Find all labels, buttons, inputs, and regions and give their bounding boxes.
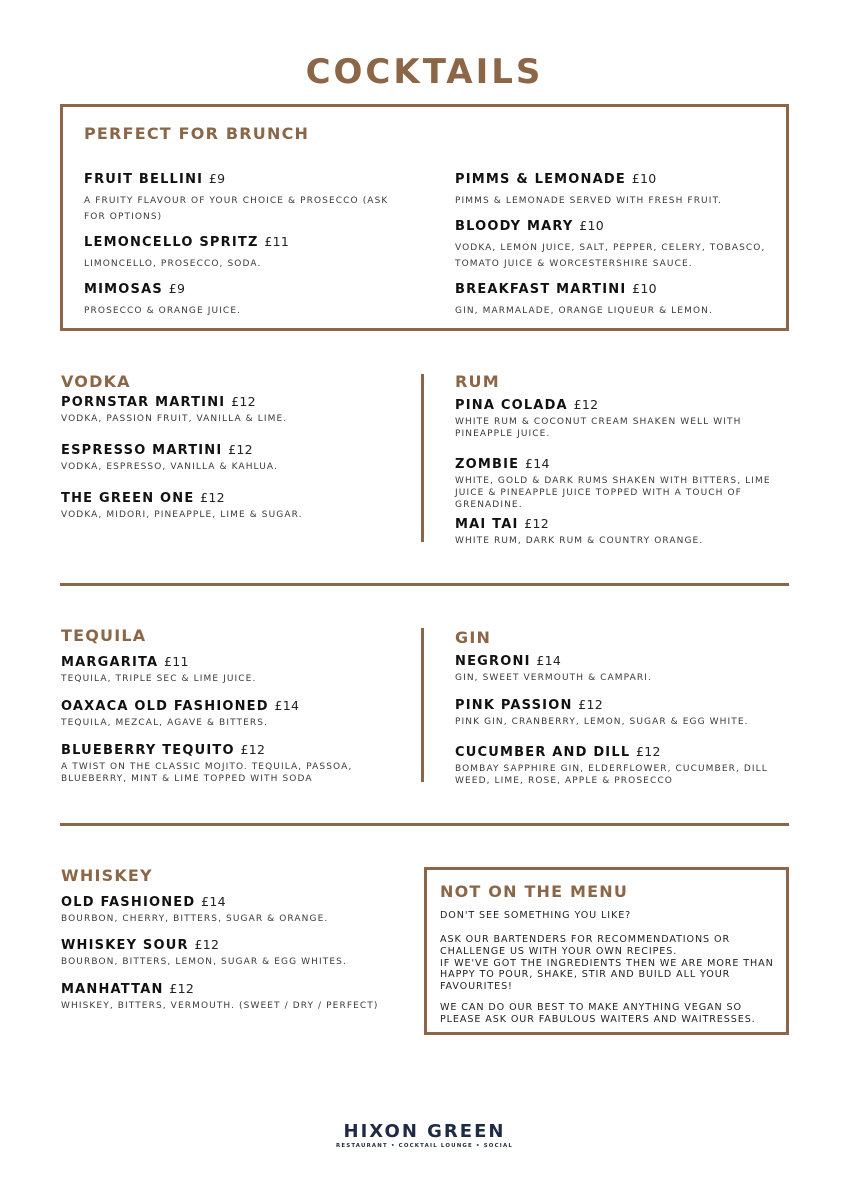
item-name: OLD FASHIONED [61,895,196,910]
item-description: VODKA, ESPRESSO, VANILLA & KAHLUA. [61,462,278,472]
item-name: FRUIT BELLINI [84,172,204,187]
item-description: LIMONCELLO, PROSECCO, SODA. [84,259,262,269]
menu-item [455,397,785,440]
menu-item [61,894,406,925]
item-description: PINK GIN, CRANBERRY, LEMON, SUGAR & EGG WHITE. [455,717,749,727]
rum-heading: RUM [455,372,500,391]
item-description: A TWIST ON THE CLASSIC MOJITO. TEQUILA, PASSOA, BLUEBERRY, MINT & LIME TOPPED WITH SODA [61,762,353,784]
item-name: ZOMBIE [455,457,520,472]
menu-item [61,490,401,521]
item-description: VODKA, MIDORI, PINEAPPLE, LIME & SUGAR. [61,510,303,520]
item-price: £14 [536,653,562,668]
item-price: £11 [264,234,290,249]
item-description: WHISKEY, BITTERS, VERMOUTH. (SWEET / DRY / PERFECT) [61,1001,379,1011]
item-price: £12 [231,394,256,409]
item-price: £9 [168,281,186,296]
section-divider [60,823,789,826]
menu-item [61,742,391,785]
item-name: BLUEBERRY TEQUITO [61,743,235,758]
menu-item [61,981,406,1012]
item-name: WHISKEY SOUR [61,938,189,953]
menu-item [455,281,775,319]
item-name: MIMOSAS [84,282,163,297]
menu-item [455,516,785,547]
item-name: NEGRONI [455,654,531,669]
item-description: VODKA, PASSION FRUIT, VANILLA & LIME. [61,414,288,424]
item-name: MANHATTAN [61,982,164,997]
page-title: COCKTAILS [305,52,544,92]
brunch-heading: PERFECT FOR BRUNCH [84,124,310,143]
item-price: £12 [169,981,195,996]
tequila-heading: TEQUILA [61,626,147,645]
item-price: £9 [208,171,226,186]
item-description: WHITE RUM & COCONUT CREAM SHAKEN WELL WITH PINEAPPLE JUICE. [455,417,742,439]
item-name: PORNSTAR MARTINI [61,395,226,410]
menu-item [455,653,785,684]
item-name: BLOODY MARY [455,219,574,234]
item-price: £10 [631,171,657,186]
section-divider [60,583,789,586]
item-description: BOMBAY SAPPHIRE GIN, ELDERFLOWER, CUCUMBER, DILL WEED, LIME, ROSE, APPLE & PROSECCO [455,764,768,786]
item-price: £12 [194,937,220,952]
item-description: PROSECCO & ORANGE JUICE. [84,306,242,316]
note-paragraph: ASK OUR BARTENDERS FOR RECOMMENDATIONS OR CHALLENGE US WITH YOUR OWN RECIPES. IF WE'VE GOT THE INGREDIENTS THEN WE ARE MORE THAN HAPPY TO POUR, SHAKE, STIR AND BUILD ALL YOUR FAVOURITES! [440,934,774,993]
whiskey-heading: WHISKEY [61,866,153,885]
menu-item [455,744,775,787]
item-price: £14 [274,698,300,713]
item-price: £12 [200,490,225,505]
item-name: PINK PASSION [455,698,573,713]
item-name: BREAKFAST MARTINI [455,282,627,297]
menu-item [84,171,404,225]
note-paragraph: WE CAN DO OUR BEST TO MAKE ANYTHING VEGAN SO PLEASE ASK OUR FABULOUS WAITERS AND WAITRESSES. [440,1002,756,1025]
brand-name: HIXON GREEN [343,1121,506,1142]
item-name: PINA COLADA [455,398,568,413]
item-description: VODKA, LEMON JUICE, SALT, PEPPER, CELERY, TOBASCO, TOMATO JUICE & WORCESTERSHIRE SAUCE. [455,243,766,269]
item-price: £12 [524,516,550,531]
item-description: GIN, SWEET VERMOUTH & CAMPARI. [455,673,652,683]
item-name: PIMMS & LEMONADE [455,172,626,187]
item-name: CUCUMBER AND DILL [455,745,631,760]
menu-item [455,697,785,728]
item-name: ESPRESSO MARTINI [61,443,223,458]
item-name: MAI TAI [455,517,519,532]
menu-item [61,394,401,425]
item-description: WHITE RUM, DARK RUM & COUNTRY ORANGE. [455,536,704,546]
menu-item [84,234,404,272]
item-description: TEQUILA, TRIPLE SEC & LIME JUICE. [61,674,257,684]
item-description: GIN, MARMALADE, ORANGE LIQUEUR & LEMON. [455,306,713,316]
menu-item [61,654,401,685]
menu-item [84,281,404,319]
menu-item [455,456,795,511]
item-description: TEQUILA, MEZCAL, AGAVE & BITTERS. [61,718,269,728]
column-divider [421,628,424,782]
item-name: LEMONCELLO SPRITZ [84,235,259,250]
menu-item [61,698,401,729]
item-price: £14 [524,456,550,471]
column-divider [421,374,424,542]
brand-logo [0,1122,849,1149]
item-description: PIMMS & LEMONADE SERVED WITH FRESH FRUIT. [455,196,722,206]
menu-item [455,218,775,272]
note-paragraph: DON'T SEE SOMETHING YOU LIKE? [440,910,632,921]
item-price: £10 [632,281,657,296]
item-name: THE GREEN ONE [61,491,195,506]
menu-item [61,442,401,473]
vodka-heading: VODKA [61,372,131,391]
item-price: £12 [578,697,604,712]
item-description: A FRUITY FLAVOUR OF YOUR CHOICE & PROSECCO (ASK FOR OPTIONS) [84,196,389,222]
item-description: BOURBON, CHERRY, BITTERS, SUGAR & ORANGE. [61,914,329,924]
item-price: £11 [164,654,189,669]
item-price: £14 [201,894,226,909]
not-on-menu-heading: NOT ON THE MENU [440,882,629,901]
item-name: OAXACA OLD FASHIONED [61,699,269,714]
item-price: £10 [579,218,605,233]
item-name: MARGARITA [61,655,159,670]
item-description: WHITE, GOLD & DARK RUMS SHAKEN WITH BITTERS, LIME JUICE & PINEAPPLE JUICE TOPPED WITH A TOUCH OF GRENADINE. [455,476,771,510]
item-price: £12 [636,744,661,759]
menu-item [61,937,406,968]
brand-tagline: RESTAURANT • COCKTAIL LOUNGE • SOCIAL [336,1143,513,1149]
item-price: £12 [228,442,253,457]
item-price: £12 [240,742,266,757]
gin-heading: GIN [455,628,492,647]
menu-item [455,171,775,209]
item-price: £12 [573,397,599,412]
item-description: BOURBON, BITTERS, LEMON, SUGAR & EGG WHITES. [61,957,347,967]
